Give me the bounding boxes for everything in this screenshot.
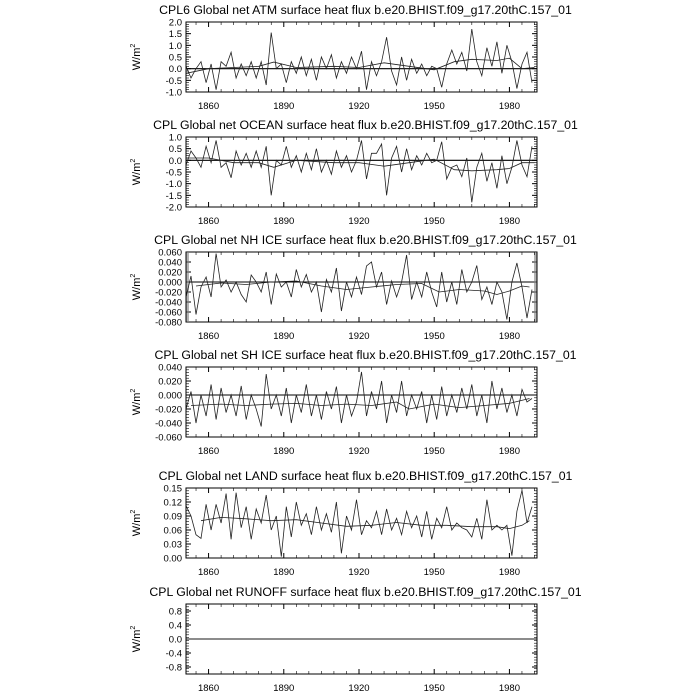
panel-3: [130, 233, 577, 342]
y-tick-label: 2.0: [168, 17, 182, 29]
x-tick-label: 1920: [348, 567, 370, 578]
x-tick-label: 1890: [273, 567, 295, 578]
panel-title: CPL6 Global net ATM surface heat flux b.e20.BHIST.f09_g17.20thC.157_01: [159, 3, 572, 17]
x-tick-label: 1980: [498, 446, 520, 457]
x-tick-label: 1860: [197, 101, 220, 112]
panel-4: [130, 348, 577, 457]
y-tick-label: -0.020: [155, 287, 182, 299]
x-tick-label: 1950: [423, 567, 445, 578]
y-tick-label: 0.0: [168, 155, 182, 167]
y-tick-label: -0.060: [155, 432, 182, 444]
x-tick-label: 1860: [197, 567, 220, 578]
y-tick-label: 0.0: [168, 634, 182, 646]
y-tick-label: 0.020: [158, 267, 182, 279]
panel-title: CPL Global net OCEAN surface heat flux b.e20.BHIST.f09_g17.20thC.157_01: [153, 118, 578, 132]
y-tick-label: -0.5: [165, 167, 182, 179]
y-tick-label: 0.12: [163, 497, 182, 509]
x-tick-label: 1920: [348, 446, 370, 457]
y-tick-label: 1.5: [168, 29, 182, 41]
y-tick-label: -0.040: [155, 418, 182, 430]
y-axis-label: $W/m^2$: [130, 43, 143, 71]
x-tick-label: 1920: [348, 331, 370, 342]
y-tick-label: 1.0: [168, 132, 182, 144]
running-mean-line: [201, 517, 530, 528]
x-tick-label: 1950: [423, 331, 445, 342]
y-tick-label: 0.8: [168, 606, 182, 618]
x-tick-label: 1980: [498, 216, 520, 227]
y-tick-label: 0.06: [163, 525, 182, 537]
y-tick-label: 0.040: [158, 362, 182, 374]
y-tick-label: -0.060: [155, 307, 182, 319]
y-tick-label: -1.5: [165, 190, 182, 202]
y-tick-label: -0.020: [155, 404, 182, 416]
y-tick-label: 0.5: [168, 144, 182, 156]
annual-series-line: [186, 372, 532, 427]
x-tick-label: 1920: [348, 216, 370, 227]
annual-series-line: [186, 141, 532, 203]
x-tick-label: 1980: [498, 331, 520, 342]
x-tick-label: 1980: [498, 567, 520, 578]
x-tick-label: 1860: [197, 683, 220, 694]
plot-frame: [186, 488, 537, 558]
x-tick-label: 1890: [273, 446, 295, 457]
plot-frame: [186, 137, 537, 207]
x-tick-label: 1950: [423, 446, 445, 457]
y-tick-label: -1.0: [165, 179, 182, 191]
y-tick-label: 0.03: [163, 539, 182, 551]
x-tick-label: 1860: [197, 446, 220, 457]
x-tick-label: 1890: [273, 101, 295, 112]
x-tick-label: 1890: [273, 216, 295, 227]
y-axis-label: $W/m^2$: [130, 509, 143, 537]
annual-series-line: [186, 490, 532, 556]
x-tick-label: 1860: [197, 216, 220, 227]
y-tick-label: 0.4: [168, 620, 182, 632]
y-tick-label: 0.060: [158, 247, 182, 259]
y-axis-label: $W/m^2$: [130, 158, 143, 186]
x-tick-label: 1980: [498, 683, 520, 694]
x-tick-label: 1950: [423, 683, 445, 694]
x-tick-label: 1890: [273, 331, 295, 342]
panel-title: CPL Global net NH ICE surface heat flux b.e20.BHIST.f09_g17.20thC.157_01: [154, 233, 577, 247]
y-tick-label: -0.8: [165, 662, 182, 674]
y-tick-label: 0.0: [168, 64, 182, 76]
panel-2: [130, 118, 578, 227]
y-tick-label: -0.080: [155, 317, 182, 329]
x-tick-label: 1890: [273, 683, 295, 694]
x-tick-label: 1860: [197, 331, 220, 342]
x-tick-label: 1950: [423, 101, 445, 112]
y-axis-label: $W/m^2$: [130, 625, 143, 653]
y-tick-label: -1.0: [165, 87, 182, 99]
y-tick-label: 0.000: [158, 390, 182, 402]
y-tick-label: 0.020: [158, 376, 182, 388]
y-tick-label: -0.4: [165, 648, 182, 660]
plot-frame: [186, 252, 537, 322]
panel-6: [130, 585, 582, 694]
y-tick-label: 0.040: [158, 257, 182, 269]
y-tick-label: -0.5: [165, 75, 182, 87]
y-tick-label: 1.0: [168, 40, 182, 52]
y-axis-label: $W/m^2$: [130, 388, 143, 416]
y-tick-label: -0.040: [155, 297, 182, 309]
plot-frame: [186, 22, 537, 92]
y-tick-label: 0.09: [163, 511, 182, 523]
annual-series-line: [186, 254, 532, 320]
panel-title: CPL Global net LAND surface heat flux b.e20.BHIST.f09_g17.20thC.157_01: [158, 469, 573, 483]
panel-5: [130, 469, 573, 578]
y-tick-label: -2.0: [165, 202, 182, 214]
y-tick-label: 0.00: [163, 553, 182, 565]
y-axis-label: $W/m^2$: [130, 273, 143, 301]
y-tick-label: 0.5: [168, 52, 182, 64]
y-tick-label: 0.15: [163, 483, 182, 495]
panel-1: [130, 3, 572, 112]
panel-title: CPL Global net SH ICE surface heat flux b.e20.BHIST.f09_g17.20thC.157_01: [154, 348, 577, 362]
x-tick-label: 1980: [498, 101, 520, 112]
panel-title: CPL Global net RUNOFF surface heat flux b.e20.BHIST.f09_g17.20thC.157_01: [149, 585, 582, 599]
x-tick-label: 1920: [348, 101, 370, 112]
x-tick-label: 1920: [348, 683, 370, 694]
y-tick-label: 0.000: [158, 277, 182, 289]
x-tick-label: 1950: [423, 216, 445, 227]
